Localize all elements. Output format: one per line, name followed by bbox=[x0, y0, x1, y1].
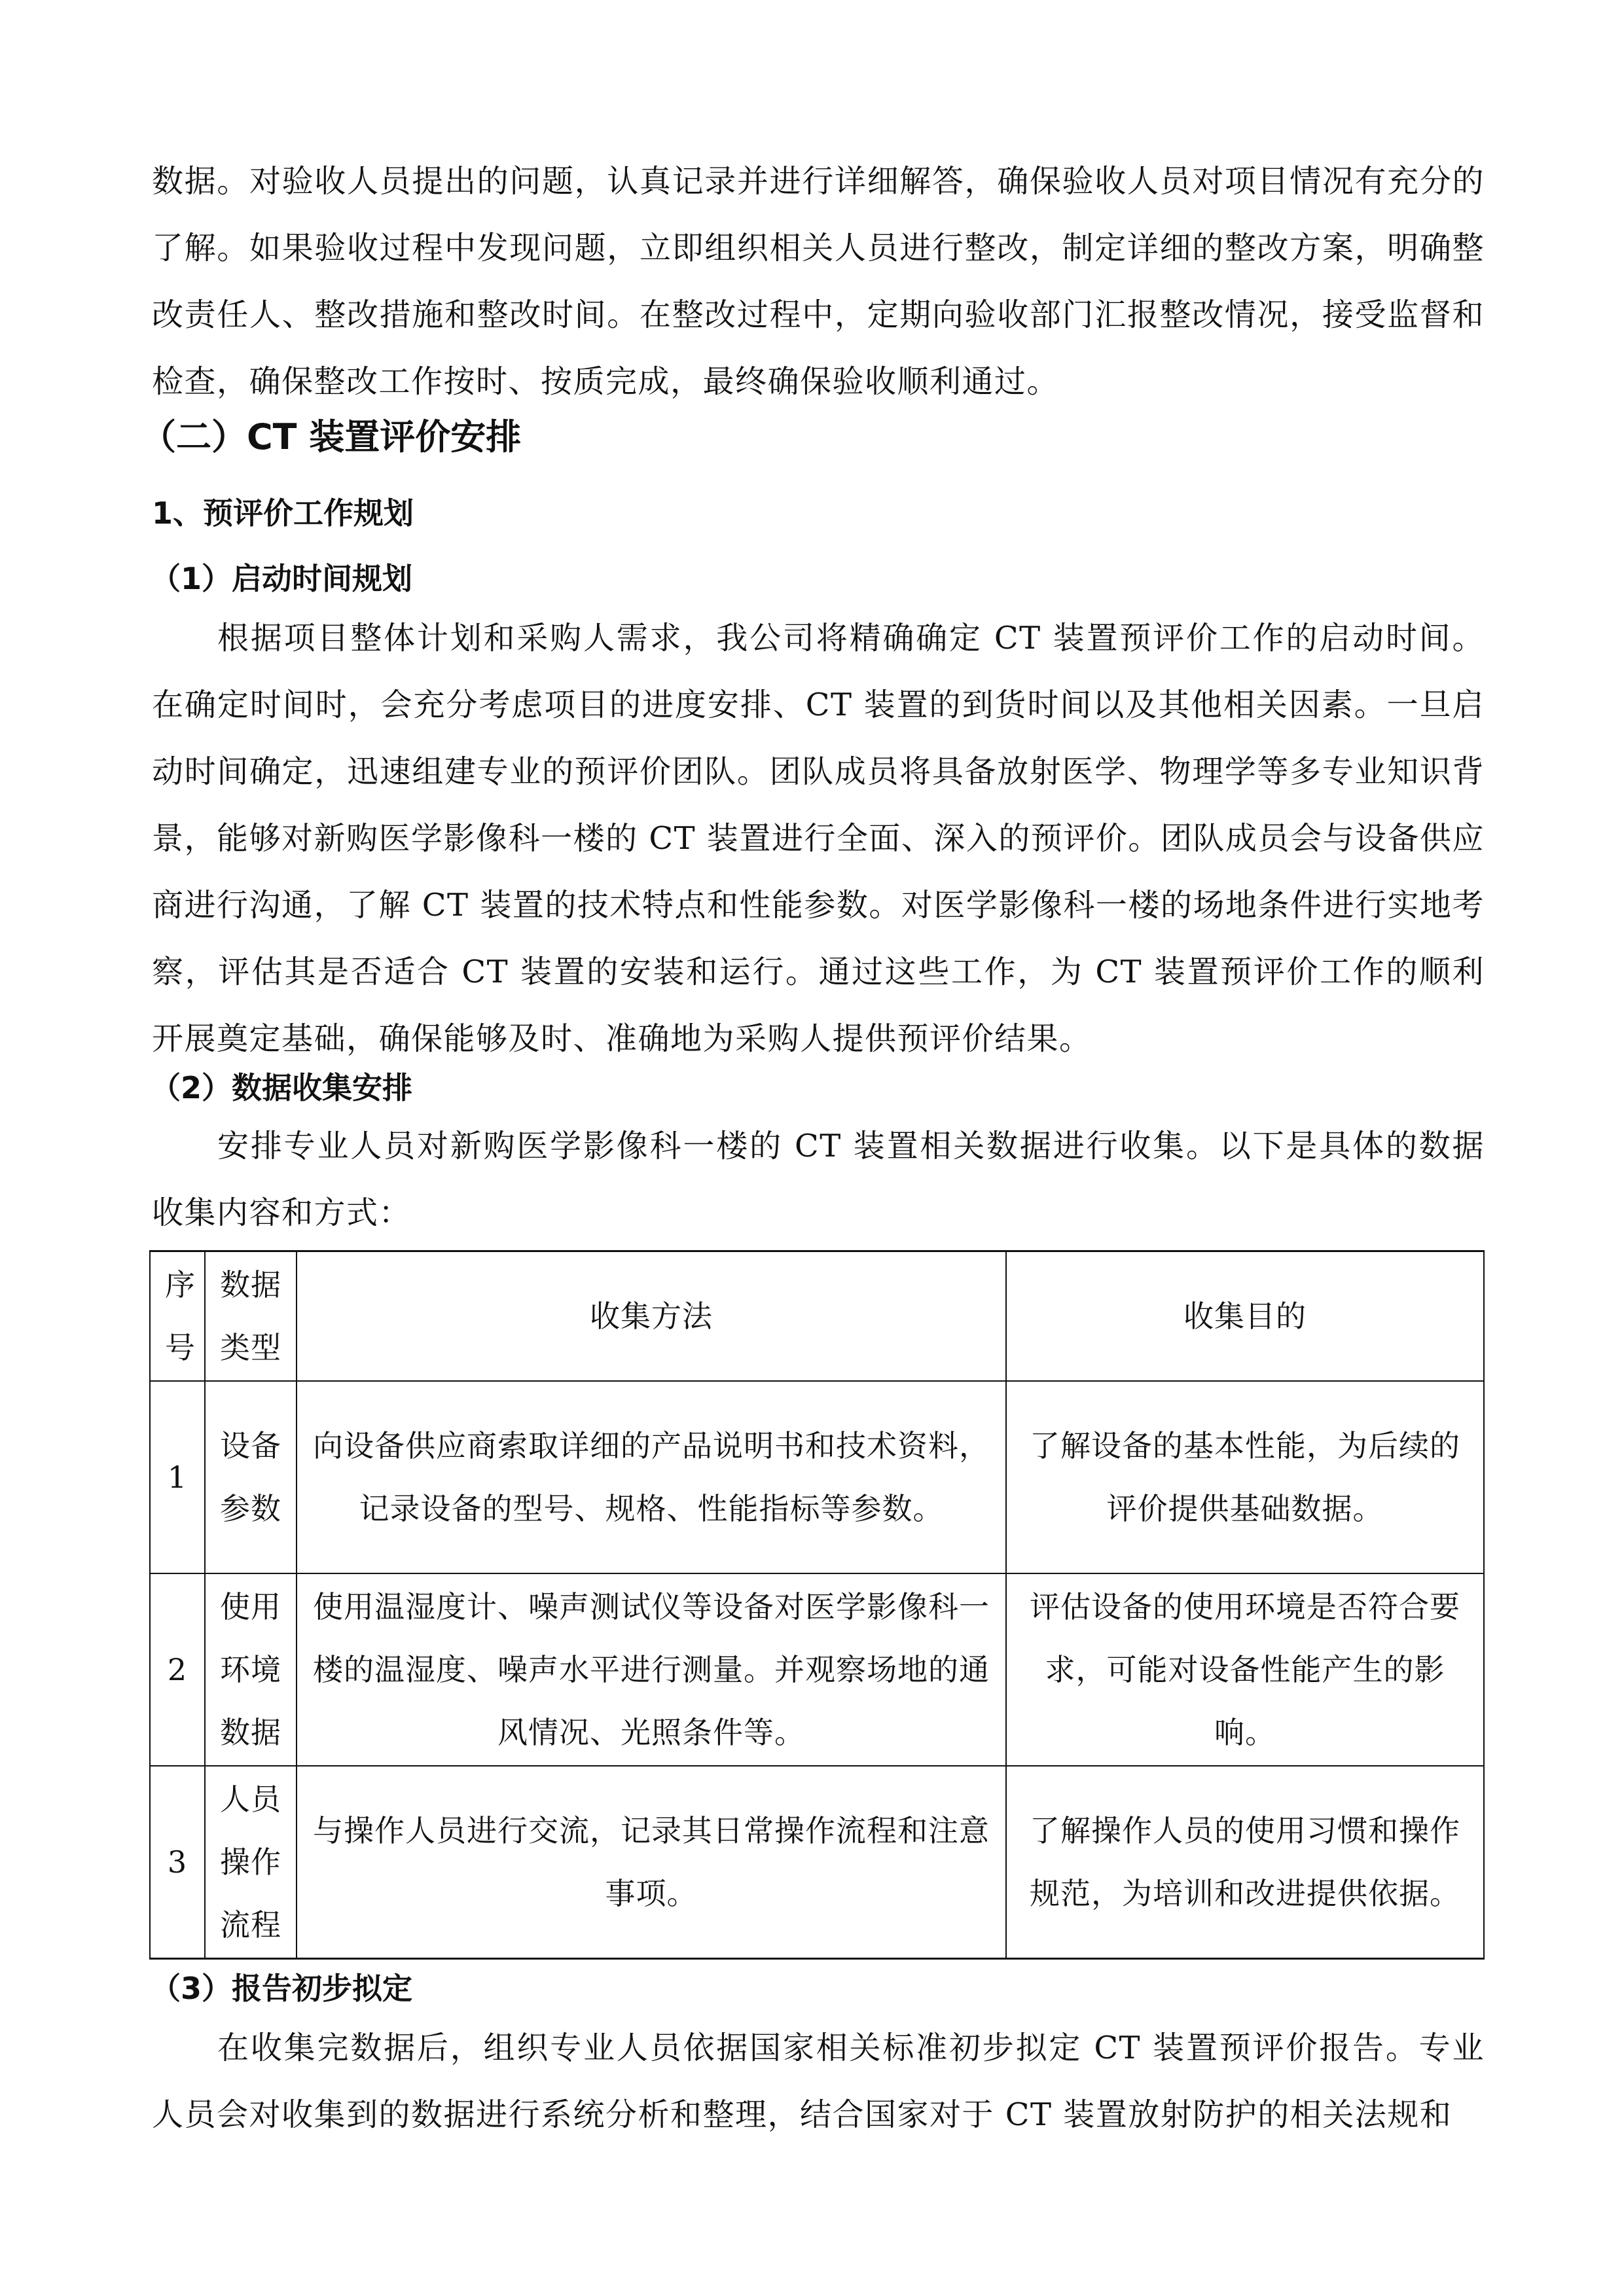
cell-type-line: 操作 bbox=[220, 1844, 281, 1880]
cell-type-line: 数据 bbox=[220, 1715, 281, 1750]
header-data-type bbox=[205, 1251, 297, 1382]
table-row bbox=[150, 1381, 1484, 1573]
header-type-line-2: 类型 bbox=[220, 1330, 281, 1365]
item-2-body bbox=[152, 1113, 1485, 1246]
header-serial-char-1: 序 bbox=[165, 1267, 196, 1302]
table-row bbox=[150, 1766, 1484, 1959]
subsection-heading-block bbox=[152, 482, 1485, 545]
cell-type-line: 人员 bbox=[220, 1782, 281, 1817]
item-2-heading-block bbox=[145, 1056, 1478, 1119]
cell-collection-method: 与操作人员进行交流，记录其日常操作流程和注意事项。 bbox=[297, 1766, 1006, 1959]
section-heading: （二）CT 装置评价安排 bbox=[141, 416, 522, 457]
cell-data-type bbox=[205, 1766, 297, 1959]
cell-collection-purpose: 了解操作人员的使用习惯和操作规范，为培训和改进提供依据。 bbox=[1006, 1766, 1484, 1959]
header-serial-char-2: 号 bbox=[165, 1330, 196, 1365]
item-heading-data-collection: （2）数据收集安排 bbox=[151, 1070, 413, 1105]
item-heading-report-drafting: （3）报告初步拟定 bbox=[151, 1971, 413, 2006]
cell-data-type bbox=[205, 1573, 297, 1766]
item-1-heading-block bbox=[145, 547, 1478, 610]
data-collection-table bbox=[149, 1250, 1485, 1960]
cell-type-line: 环境 bbox=[220, 1652, 281, 1687]
cell-type-line: 流程 bbox=[220, 1907, 281, 1943]
paragraph-data-collection: 安排专业人员对新购医学影像科一楼的 CT 装置相关数据进行收集。以下是具体的数据收集内容和方式： bbox=[152, 1128, 1485, 1231]
item-3-body bbox=[152, 2015, 1485, 2148]
continuation-paragraph: 数据。对验收人员提出的问题，认真记录并进行详细解答，确保验收人员对项目情况有充分的了解。如果验收过程中发现问题，立即组织相关人员进行整改，制定详细的整改方案，明确整改责任人、整改措施和整改时间。在整改过程中，定期向验收部门汇报整改情况，接受监督和检查，确保整改工作按时、按质完成，最终确保验收顺利通过。 bbox=[152, 163, 1485, 400]
subsection-heading: 1、预评价工作规划 bbox=[152, 495, 414, 531]
cell-type-line: 参数 bbox=[220, 1491, 281, 1526]
header-collection-purpose: 收集目的 bbox=[1006, 1251, 1484, 1382]
cell-serial-number: 2 bbox=[150, 1573, 205, 1766]
table-header-row bbox=[150, 1251, 1484, 1382]
document-page bbox=[152, 148, 1485, 415]
section-heading-block bbox=[141, 406, 1473, 469]
cell-collection-purpose: 评估设备的使用环境是否符合要求，可能对设备性能产生的影响。 bbox=[1006, 1573, 1484, 1766]
header-collection-method: 收集方法 bbox=[297, 1251, 1006, 1382]
cell-serial-number: 3 bbox=[150, 1766, 205, 1959]
paragraph-startup-time: 根据项目整体计划和采购人需求，我公司将精确确定 CT 装置预评价工作的启动时间。在确定时间时，会充分考虑项目的进度安排、CT 装置的到货时间以及其他相关因素。一旦启动时间确定，迅速组建专业的预评价团队。团队成员将具备放射医学、物理学等多专业知识背景，能够对新购医学影像科一楼的 CT 装置进行全面、深入的预评价。团队成员会与设备供应商进行沟通，了解 CT 装置的技术特点和性能参数。对医学影像科一楼的场地条件进行实地考察，评估其是否适合 CT 装置的安装和运行。通过这些工作，为 CT 装置预评价工作的顺利开展奠定基础，确保能够及时、准确地为采购人提供预评价结果。 bbox=[152, 620, 1485, 1057]
cell-collection-purpose: 了解设备的基本性能，为后续的评价提供基础数据。 bbox=[1006, 1381, 1484, 1573]
cell-type-line: 使用 bbox=[220, 1589, 281, 1624]
item-1-body bbox=[152, 605, 1485, 1072]
cell-collection-method: 使用温湿度计、噪声测试仪等设备对医学影像科一楼的温湿度、噪声水平进行测量。并观察场地的通风情况、光照条件等。 bbox=[297, 1573, 1006, 1766]
header-serial-number bbox=[150, 1251, 205, 1382]
cell-data-type bbox=[205, 1381, 297, 1573]
cell-collection-method: 向设备供应商索取详细的产品说明书和技术资料，记录设备的型号、规格、性能指标等参数。 bbox=[297, 1381, 1006, 1573]
table-row bbox=[150, 1573, 1484, 1766]
header-type-line-1: 数据 bbox=[220, 1267, 281, 1302]
cell-type-line: 设备 bbox=[220, 1428, 281, 1463]
item-3-heading-block bbox=[145, 1957, 1478, 2020]
paragraph-report-drafting: 在收集完数据后，组织专业人员依据国家相关标准初步拟定 CT 装置预评价报告。专业人员会对收集到的数据进行系统分析和整理，结合国家对于 CT 装置放射防护的相关法规和 bbox=[152, 2030, 1485, 2133]
cell-serial-number: 1 bbox=[150, 1381, 205, 1573]
item-heading-startup-time: （1）启动时间规划 bbox=[151, 561, 413, 596]
